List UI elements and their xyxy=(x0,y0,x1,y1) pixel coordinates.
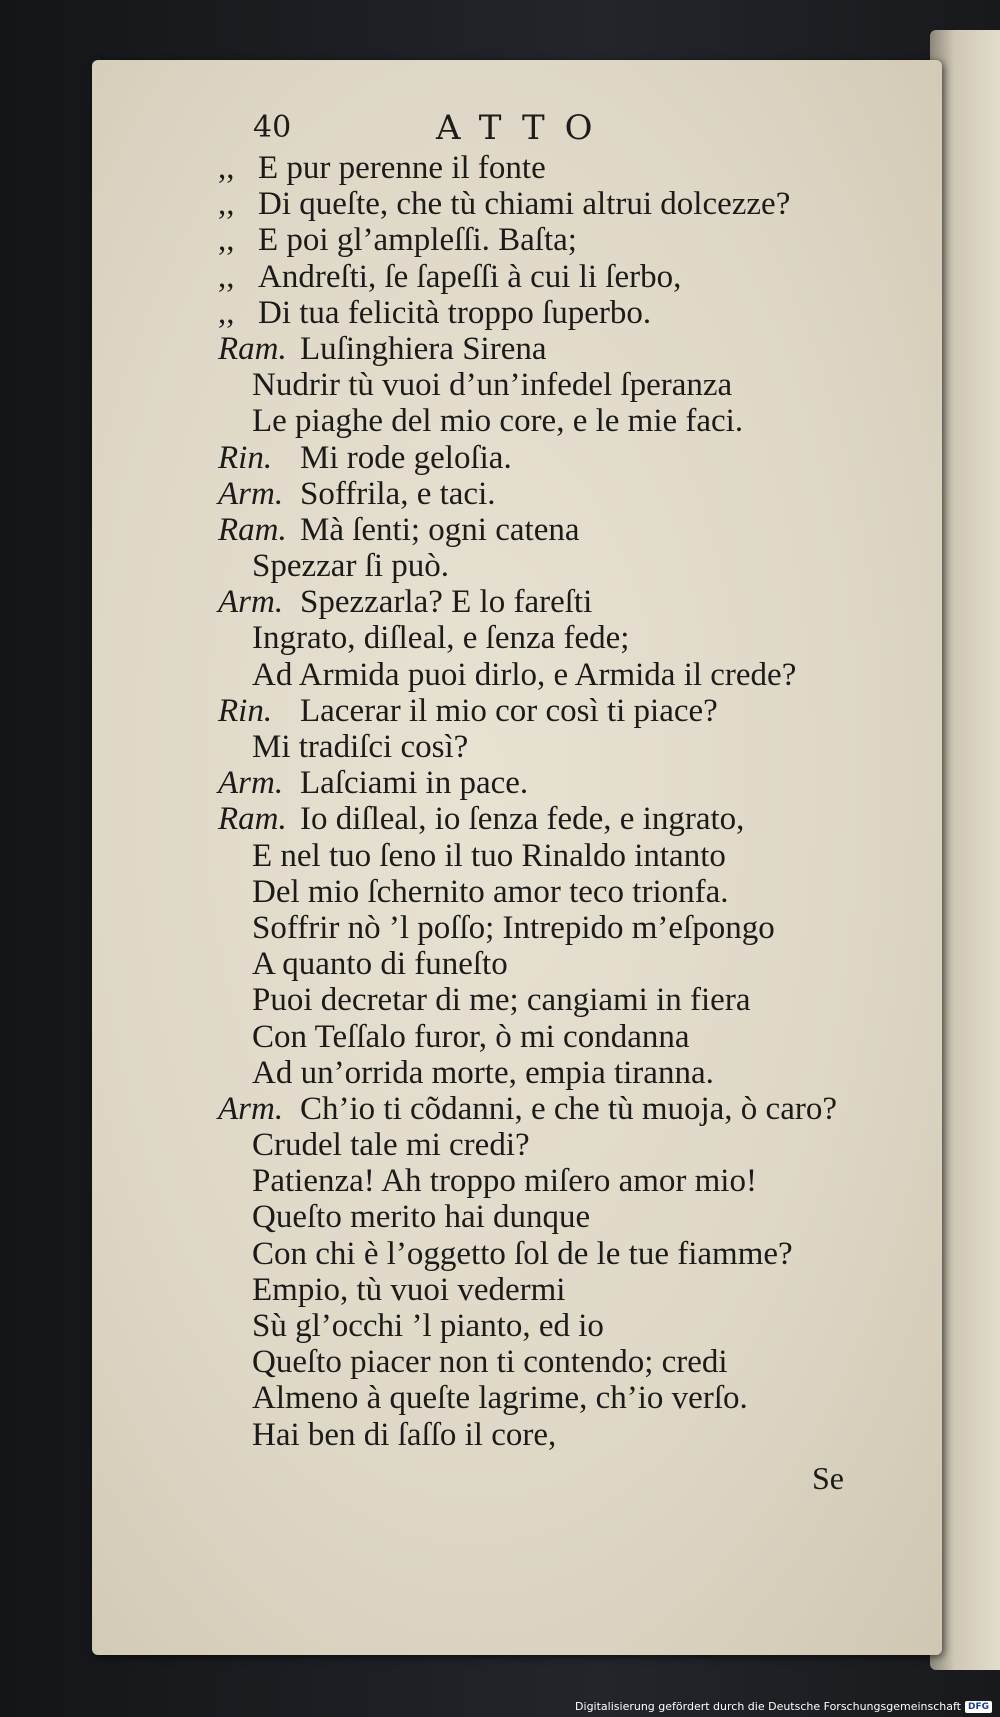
verse-line xyxy=(218,765,918,801)
verse-text: Di tua felicità troppo ſuperbo. xyxy=(258,294,652,331)
verse-text: Ingrato, diſleal, e ſenza fede; xyxy=(252,620,630,657)
verse-text: Andreſti, ſe ſapeſſi à cui li ſerbo, xyxy=(258,258,682,295)
verse-line xyxy=(218,729,918,765)
speaker-label: Arm. xyxy=(218,1090,284,1127)
verse-text: Queſto merito hai dunque xyxy=(252,1199,591,1236)
verse-line xyxy=(218,1308,918,1344)
catchword: Se xyxy=(812,1460,844,1496)
verse-line xyxy=(218,946,918,982)
verse-text: Spezzarla? E lo fareſti xyxy=(300,584,593,621)
speaker-label: Ram. xyxy=(218,330,287,367)
play-text xyxy=(218,150,918,1453)
credit-text: Digitalisierung gefördert durch die Deutsche Forschungsgemeinschaft xyxy=(575,1700,961,1713)
verse-text: Le piaghe del mio core, e le mie faci. xyxy=(252,403,744,440)
verse-text: Sù gl’occhi ’l pianto, ed io xyxy=(252,1308,604,1344)
verse-line xyxy=(218,910,918,946)
verse-text: Queſto piacer non ti contendo; credi xyxy=(252,1344,728,1381)
verse-line xyxy=(218,440,918,476)
verse-line xyxy=(218,1272,918,1308)
verse-line xyxy=(218,186,918,222)
verse-text: Patienza! Ah troppo miſero amor mio! xyxy=(252,1163,757,1200)
verse-text: E pur perenne il fonte xyxy=(258,150,546,186)
verse-text: Io diſleal, io ſenza fede, e ingrato, xyxy=(300,801,745,838)
verse-line xyxy=(218,1163,918,1199)
verse-text: Spezzar ſi può. xyxy=(252,548,450,585)
verse-text: Ch’io ti cõdanni, e che tù muoja, ò caro? xyxy=(300,1090,837,1127)
verse-text: Con Teſſalo furor, ò mi condanna xyxy=(252,1018,690,1055)
verse-text: Lacerar il mio cor così ti piace? xyxy=(300,692,718,729)
verse-line xyxy=(218,1344,918,1380)
quotation-mark: ,, xyxy=(218,186,235,223)
verse-text: Con chi è l’oggetto ſol de le tue fiamme? xyxy=(252,1235,793,1272)
speaker-label: Arm. xyxy=(218,765,284,802)
verse-text: E poi gl’ampleſſi. Baſta; xyxy=(258,222,577,259)
verse-line xyxy=(218,982,918,1018)
verse-text: Mi tradiſci così? xyxy=(252,729,469,765)
verse-line xyxy=(218,150,918,186)
running-head xyxy=(253,108,693,152)
verse-text: Puoi decretar di me; cangiami in fiera xyxy=(252,982,751,1019)
verse-line xyxy=(218,1019,918,1055)
verse-line xyxy=(218,620,918,656)
verse-text: Mà ſenti; ogni catena xyxy=(300,511,580,548)
verse-text: Luſinghiera Sirena xyxy=(300,330,547,367)
verse-line xyxy=(218,693,918,729)
quotation-mark: ,, xyxy=(218,294,235,331)
verse-text: Di queſte, che tù chiami altrui dolcezze? xyxy=(258,186,791,223)
verse-text: Soffrila, e taci. xyxy=(300,475,496,512)
quotation-mark: ,, xyxy=(218,222,235,259)
verse-text: Almeno à queſte lagrime, ch’io verſo. xyxy=(252,1380,748,1417)
speaker-label: Rin. xyxy=(218,439,273,476)
verse-text: Hai ben di ſaſſo il core, xyxy=(252,1416,557,1453)
verse-line xyxy=(218,403,918,439)
verse-line xyxy=(218,1236,918,1272)
verse-line xyxy=(218,1091,918,1127)
verse-text: Ad un’orrida morte, empia tiranna. xyxy=(252,1054,714,1091)
verse-line xyxy=(218,259,918,295)
verse-text: Empio, tù vuoi vedermi xyxy=(252,1271,566,1308)
verse-text: E nel tuo ſeno il tuo Rinaldo intanto xyxy=(252,837,726,874)
verse-line xyxy=(218,801,918,837)
digitization-credit xyxy=(575,1700,992,1713)
verse-line xyxy=(218,1055,918,1091)
verse-line xyxy=(218,1380,918,1416)
verse-line xyxy=(218,548,918,584)
verse-line xyxy=(218,222,918,258)
verse-text: Del mio ſchernito amor teco trionfa. xyxy=(252,873,729,910)
verse-text: Nudrir tù vuoi d’un’infedel ſperanza xyxy=(252,367,733,404)
verse-text: Crudel tale mi credi? xyxy=(252,1127,530,1164)
verse-text: Laſciami in pace. xyxy=(300,765,529,802)
verse-line xyxy=(218,512,918,548)
speaker-label: Ram. xyxy=(218,801,287,838)
verse-line xyxy=(218,476,918,512)
speaker-label: Rin. xyxy=(218,692,273,729)
verse-line xyxy=(218,874,918,910)
verse-line xyxy=(218,1199,918,1235)
verse-line xyxy=(218,1417,918,1453)
verse-line xyxy=(218,584,918,620)
verse-line xyxy=(218,295,918,331)
verse-line xyxy=(218,657,918,693)
verse-line xyxy=(218,331,918,367)
page-number: 40 xyxy=(253,110,292,145)
verse-text: Ad Armida puoi dirlo, e Armida il crede? xyxy=(252,656,797,693)
verse-text: Mi rode geloſia. xyxy=(300,439,512,476)
speaker-label: Ram. xyxy=(218,511,287,548)
dfg-logo-icon: DFG xyxy=(965,1701,992,1713)
quotation-mark: ,, xyxy=(218,150,235,186)
quotation-mark: ,, xyxy=(218,258,235,295)
verse-text: A quanto di funeſto xyxy=(252,946,508,983)
speaker-label: Arm. xyxy=(218,584,284,621)
verse-line xyxy=(218,838,918,874)
verse-line xyxy=(218,367,918,403)
act-heading: ATTO xyxy=(436,108,613,148)
speaker-label: Arm. xyxy=(218,475,284,512)
verse-line xyxy=(218,1127,918,1163)
verse-text: Soffrir nò ’l poſſo; Intrepido m’eſpongo xyxy=(252,909,775,946)
